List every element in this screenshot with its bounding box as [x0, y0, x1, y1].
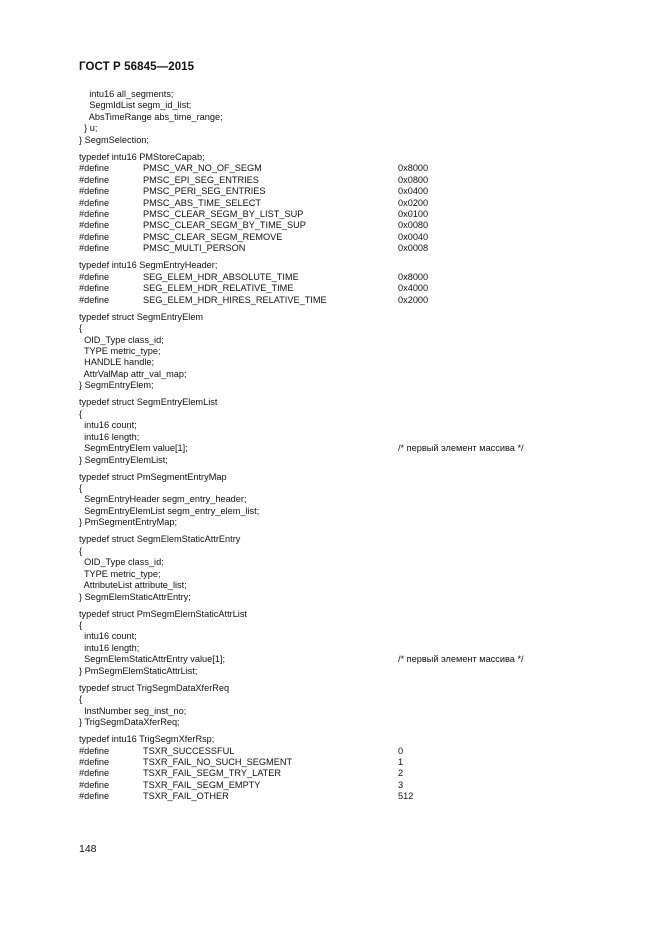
code-line: [79, 494, 579, 505]
code-text: } TrigSegmDataXferReq;: [79, 717, 180, 728]
define-keyword: #define: [79, 756, 110, 767]
code-text: OID_Type class_id;: [79, 557, 164, 568]
define-line: [79, 757, 579, 768]
define-line: [79, 232, 579, 243]
define-keyword: #define: [79, 294, 110, 305]
define-name: PMSC_EPI_SEG_ENTRIES: [143, 174, 259, 185]
code-line: [79, 609, 579, 620]
code-text: {: [79, 408, 83, 419]
code-text: TYPE metric_type;: [79, 345, 161, 356]
code-text: } PmSegmElemStaticAttrList;: [79, 665, 198, 676]
define-name: PMSC_CLEAR_SEGM_BY_TIME_SUP: [143, 220, 306, 231]
define-value: 0x0040: [398, 231, 429, 242]
define-value: 0x8000: [398, 163, 429, 174]
define-line: [79, 163, 579, 174]
code-text: SegmIdList segm_id_list;: [79, 100, 192, 111]
code-line: [79, 323, 579, 334]
define-value: 3: [398, 779, 404, 790]
code-line: [79, 369, 579, 380]
code-text: typedef intu16 TrigSegmXferRsp;: [79, 734, 215, 745]
code-line: [79, 683, 579, 694]
code-block: [79, 397, 579, 466]
code-line: [79, 443, 579, 454]
define-value: 0x0100: [398, 208, 429, 219]
define-keyword: #define: [79, 220, 110, 231]
code-line: [79, 517, 579, 528]
define-keyword: #define: [79, 231, 110, 242]
define-keyword: #define: [79, 791, 110, 802]
code-text: {: [79, 323, 83, 334]
define-line: [79, 768, 579, 779]
code-line: [79, 89, 579, 100]
code-text: intu16 length;: [79, 431, 140, 442]
code-line: [79, 409, 579, 420]
code-text: SegmEntryElemList segm_entry_elem_list;: [79, 505, 260, 516]
code-text: OID_Type class_id;: [79, 334, 164, 345]
define-value: 0x0400: [398, 186, 429, 197]
code-text: HANDLE handle;: [79, 357, 155, 368]
code-text: {: [79, 694, 83, 705]
code-block: [79, 152, 579, 255]
define-value: 512: [398, 791, 414, 802]
code-line: [79, 152, 579, 163]
code-text: typedef struct SegmElemStaticAttrEntry: [79, 534, 241, 545]
code-text: SegmEntryElem value[1];: [79, 443, 188, 454]
code-line: [79, 592, 579, 603]
code-text: typedef struct PmSegmentEntryMap: [79, 471, 227, 482]
code-line: [79, 694, 579, 705]
code-block: [79, 683, 579, 729]
define-line: [79, 295, 579, 306]
code-line: [79, 346, 579, 357]
code-text: typedef struct TrigSegmDataXferReq: [79, 682, 230, 693]
code-text: AttributeList attribute_list;: [79, 580, 187, 591]
define-value: 0: [398, 745, 404, 756]
code-line: [79, 472, 579, 483]
code-block: [79, 609, 579, 678]
code-text: SegmElemStaticAttrEntry value[1];: [79, 654, 226, 665]
define-name: PMSC_CLEAR_SEGM_REMOVE: [143, 231, 283, 242]
define-value: 0x0200: [398, 197, 429, 208]
code-line: [79, 506, 579, 517]
define-line: [79, 746, 579, 757]
define-keyword: #define: [79, 745, 110, 756]
code-line: [79, 643, 579, 654]
code-text: {: [79, 545, 83, 556]
define-line: [79, 283, 579, 294]
define-value: 1: [398, 756, 404, 767]
code-comment: /* первый элемент массива */: [398, 443, 524, 454]
code-text: typedef intu16 SegmEntryHeader;: [79, 260, 218, 271]
define-name: TSXR_SUCCESSFUL: [143, 745, 235, 756]
code-line: [79, 706, 579, 717]
code-text: typedef struct PmSegmElemStaticAttrList: [79, 608, 247, 619]
code-line: [79, 717, 579, 728]
code-line: [79, 569, 579, 580]
define-name: PMSC_VAR_NO_OF_SEGM: [143, 163, 262, 174]
define-name: PMSC_ABS_TIME_SELECT: [143, 197, 261, 208]
page-number: 148: [79, 843, 97, 855]
code-line: [79, 135, 579, 146]
code-text: } PmSegmentEntryMap;: [79, 517, 178, 528]
define-value: 0x8000: [398, 271, 429, 282]
code-line: [79, 631, 579, 642]
define-name: SEG_ELEM_HDR_HIRES_RELATIVE_TIME: [143, 294, 327, 305]
define-value: 2: [398, 768, 404, 779]
code-block: [79, 534, 579, 603]
code-line: [79, 335, 579, 346]
code-line: [79, 260, 579, 271]
code-line: [79, 100, 579, 111]
define-keyword: #define: [79, 779, 110, 790]
define-keyword: #define: [79, 208, 110, 219]
define-line: [79, 780, 579, 791]
code-line: [79, 620, 579, 631]
code-line: [79, 455, 579, 466]
code-line: [79, 666, 579, 677]
define-name: TSXR_FAIL_OTHER: [143, 791, 229, 802]
code-text: {: [79, 619, 83, 630]
code-line: [79, 123, 579, 134]
code-line: [79, 483, 579, 494]
code-line: [79, 534, 579, 545]
define-value: 0x4000: [398, 283, 429, 294]
define-line: [79, 243, 579, 254]
define-name: PMSC_CLEAR_SEGM_BY_LIST_SUP: [143, 208, 304, 219]
define-value: 0x0800: [398, 174, 429, 185]
code-text: AbsTimeRange abs_time_range;: [79, 111, 223, 122]
define-name: TSXR_FAIL_NO_SUCH_SEGMENT: [143, 756, 293, 767]
code-line: [79, 654, 579, 665]
code-text: typedef struct SegmEntryElemList: [79, 397, 218, 408]
code-line: [79, 112, 579, 123]
code-line: [79, 397, 579, 408]
code-text: SegmEntryHeader segm_entry_header;: [79, 494, 247, 505]
code-text: AttrValMap attr_val_map;: [79, 368, 187, 379]
code-block: [79, 734, 579, 803]
code-text: intu16 count;: [79, 420, 137, 431]
define-line: [79, 198, 579, 209]
code-line: [79, 420, 579, 431]
code-text: intu16 length;: [79, 642, 140, 653]
code-text: } u;: [79, 123, 98, 134]
define-value: 0x2000: [398, 294, 429, 305]
code-line: [79, 580, 579, 591]
code-text: InstNumber seg_inst_no;: [79, 705, 187, 716]
define-line: [79, 272, 579, 283]
code-block: [79, 260, 579, 306]
code-text: } SegmEntryElemList;: [79, 454, 168, 465]
define-name: TSXR_FAIL_SEGM_TRY_LATER: [143, 768, 282, 779]
define-keyword: #define: [79, 283, 110, 294]
document-header: ГОСТ Р 56845—2015: [79, 61, 195, 73]
code-text: intu16 count;: [79, 631, 137, 642]
code-text: intu16 all_segments;: [79, 89, 174, 99]
code-listing: [79, 89, 579, 803]
define-line: [79, 791, 579, 802]
define-keyword: #define: [79, 163, 110, 174]
code-line: [79, 557, 579, 568]
code-text: TYPE metric_type;: [79, 568, 161, 579]
code-text: } SegmEntryElem;: [79, 380, 154, 391]
code-line: [79, 546, 579, 557]
define-keyword: #define: [79, 174, 110, 185]
define-line: [79, 186, 579, 197]
define-keyword: #define: [79, 271, 110, 282]
define-name: TSXR_FAIL_SEGM_EMPTY: [143, 779, 261, 790]
define-name: SEG_ELEM_HDR_ABSOLUTE_TIME: [143, 271, 299, 282]
define-keyword: #define: [79, 768, 110, 779]
code-line: [79, 734, 579, 745]
code-block: [79, 89, 579, 146]
define-name: SEG_ELEM_HDR_RELATIVE_TIME: [143, 283, 294, 294]
code-line: [79, 357, 579, 368]
define-line: [79, 175, 579, 186]
code-line: [79, 380, 579, 391]
define-value: 0x0080: [398, 220, 429, 231]
define-name: PMSC_PERI_SEG_ENTRIES: [143, 186, 266, 197]
code-line: [79, 312, 579, 323]
code-text: typedef struct SegmEntryElem: [79, 311, 204, 322]
define-keyword: #define: [79, 186, 110, 197]
define-keyword: #define: [79, 197, 110, 208]
code-block: [79, 312, 579, 392]
define-value: 0x0008: [398, 243, 429, 254]
define-name: PMSC_MULTI_PERSON: [143, 243, 246, 254]
define-keyword: #define: [79, 243, 110, 254]
code-line: [79, 432, 579, 443]
code-text: {: [79, 482, 83, 493]
code-text: typedef intu16 PMStoreCapab;: [79, 151, 205, 162]
code-block: [79, 472, 579, 529]
code-text: } SegmElemStaticAttrEntry;: [79, 591, 191, 602]
code-text: } SegmSelection;: [79, 134, 149, 145]
code-comment: /* первый элемент массива */: [398, 654, 524, 665]
define-line: [79, 209, 579, 220]
define-line: [79, 220, 579, 231]
